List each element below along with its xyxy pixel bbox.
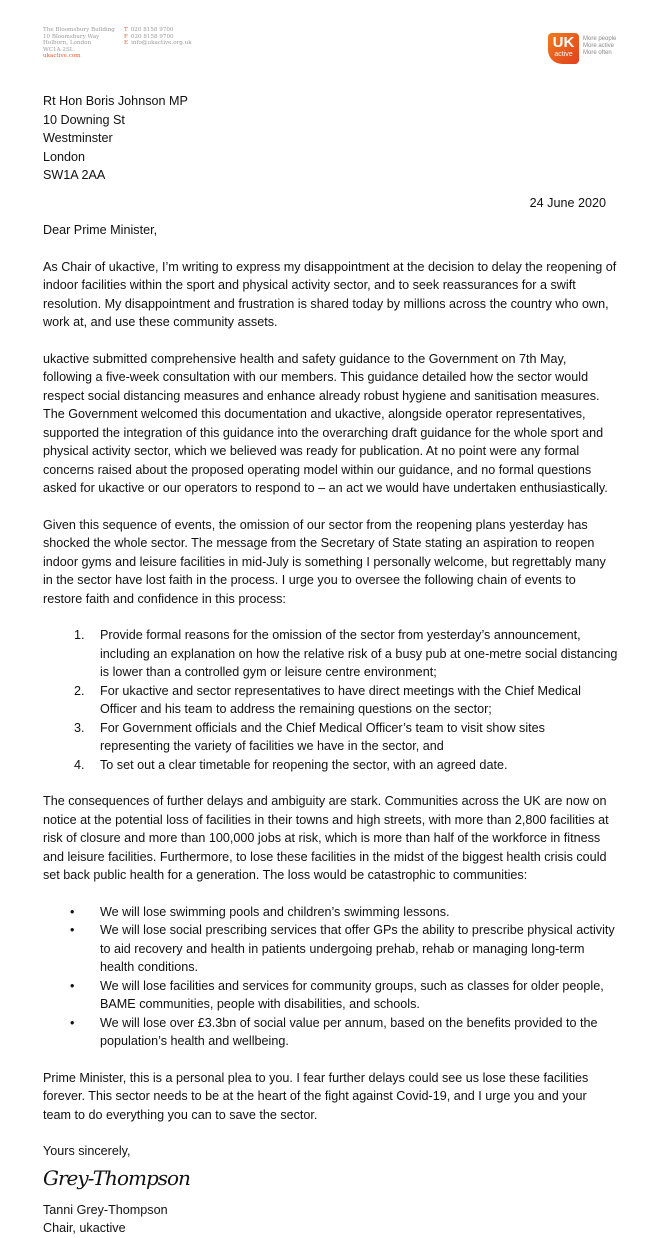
list-item: 3. For Government officials and the Chief Medical Officer’s team to visit show sites representing the variety of facilities we have in the sector, and	[88, 719, 618, 756]
recipient-line: Westminster	[43, 131, 113, 145]
contact-value: 020 8158 9700	[130, 33, 174, 40]
bullet-list	[43, 903, 618, 1051]
bullet-item: • We will lose swimming pools and children’s swimming lessons.	[88, 903, 618, 922]
bullet-item: • We will lose social prescribing services that offer GPs the ability to prescribe physical activity to aid recovery and health in patients undergoing prehab, rehab or managing long-term health conditions.	[88, 921, 618, 977]
address-line: Holborn, London	[43, 40, 92, 47]
paragraph: Prime Minister, this is a personal plea to you. I fear further delays could see us lose these facilities forever. This sector needs to be at the heart of the fight against Covid-19, and I urge you and your team to do everything you can to save the sector.	[43, 1070, 589, 1122]
bullet-item: • We will lose over £3.3bn of social value per annum, based on the benefits provided to the population’s health and wellbeing.	[88, 1014, 618, 1051]
contact-phone	[124, 27, 192, 34]
logo-active: active	[554, 51, 573, 58]
letterhead-address	[43, 27, 115, 60]
contact-value: 020 8158 9700	[130, 27, 174, 33]
recipient-line: Rt Hon Boris Johnson MP	[43, 94, 188, 108]
letter-date: 24 June 2020	[529, 195, 606, 210]
list-item: 1. Provide formal reasons for the omission of the sector from yesterday’s announcement, including an explanation on how the relative risk of a busy pub at one-metre social distancing is lower than a controlled gym or leisure centre environment;	[88, 626, 618, 682]
tagline-line: More active	[583, 43, 615, 49]
salutation: Dear Prime Minister,	[43, 223, 158, 237]
recipient-line: SW1A 2AA	[43, 168, 106, 182]
paragraph: The consequences of further delays and ambiguity are stark. Communities across the UK are now on notice at the potential loss of facilities in their towns and high streets, with more than 2,800 facilities at risk of closure and more than 100,000 jobs at risk, which is more than half of the workforce in fitness and leisure facilities. Furthermore, to lose these facilities in the midst of the biggest health crisis could set back public health for a generation. The loss would be catastrophic to communities:	[43, 794, 609, 882]
logo-uk: UK	[552, 34, 575, 51]
recipient-line: 10 Downing St	[43, 112, 125, 127]
list-item: 4. To set out a clear timetable for reopening the sector, with an agreed date.	[88, 756, 618, 775]
address-line: WC1A 2SL	[43, 46, 74, 53]
closing: Yours sincerely,	[43, 1144, 131, 1158]
paragraph: As Chair of ukactive, I’m writing to express my disappointment at the decision to delay the reopening of indoor facilities within the sport and physical activity sector, and to seek reassurances for a swift resolution. My disappointment and frustration is shared today by millions across the country who own, work at, and use these community assets.	[43, 259, 617, 329]
recipient-line: London	[43, 149, 86, 164]
website-link[interactable]: ukactive.com	[43, 53, 81, 60]
list-item: 2. For ukactive and sector representatives to have direct meetings with the Chief Medical Officer and his team to address the remaining questions on the sector;	[88, 682, 618, 719]
contact-key: E	[124, 40, 129, 47]
contact-key: T	[124, 27, 128, 33]
signer-title: Chair, ukactive	[43, 1221, 126, 1235]
logo-tagline	[583, 36, 616, 57]
address-line: 10 Bloomsbury Way	[43, 33, 100, 40]
contact-email	[124, 40, 192, 47]
tagline-line: More often	[583, 50, 612, 56]
handwritten-signature: Grey-Thompson	[43, 1165, 190, 1190]
signer-name: Tanni Grey-Thompson	[43, 1202, 168, 1217]
paragraph: Given this sequence of events, the omission of our sector from the reopening plans yesterday has shocked the whole sector. The message from the Secretary of State stating an aspiration to reopen indoor gyms and leisure facilities in mid-July is something I personally welcome, but regrettably many in the sector have lost faith in the process. I urge you to oversee the following chain of events to restore faith and confidence in this process:	[43, 517, 606, 606]
paragraph: ukactive submitted comprehensive health and safety guidance to the Government on 7th May, following a five-week consultation with our members. This guidance detailed how the sector would respect social distancing measures and enhance already robust hygiene and sanitisation measures. The Government welcomed this documentation and ukactive, alongside operator representatives, supported the integration of this guidance into the overarching draft guidance for the whole sport and physical activity sector, which we believed was ready for publication. At no point were any formal concerns raised about the proposed operating model within our guidance, and no formal questions asked for ukactive or our operators to respond to – an act we would have undertaken enthusiastically.	[43, 351, 608, 495]
contact-key: F	[124, 33, 128, 40]
letter-body	[43, 92, 618, 1238]
letterhead-contacts	[124, 27, 192, 47]
tagline-line: More people	[583, 36, 617, 42]
ukactive-logo	[548, 33, 579, 64]
numbered-list	[43, 626, 618, 774]
bullet-item: • We will lose facilities and services for community groups, such as classes for older people, BAME communities, people with disabilities, and schools.	[88, 977, 618, 1014]
email-link[interactable]: info@ukactive.org.uk	[131, 40, 192, 47]
recipient-address	[43, 92, 618, 185]
address-line: The Bloomsbury Building	[43, 27, 115, 33]
